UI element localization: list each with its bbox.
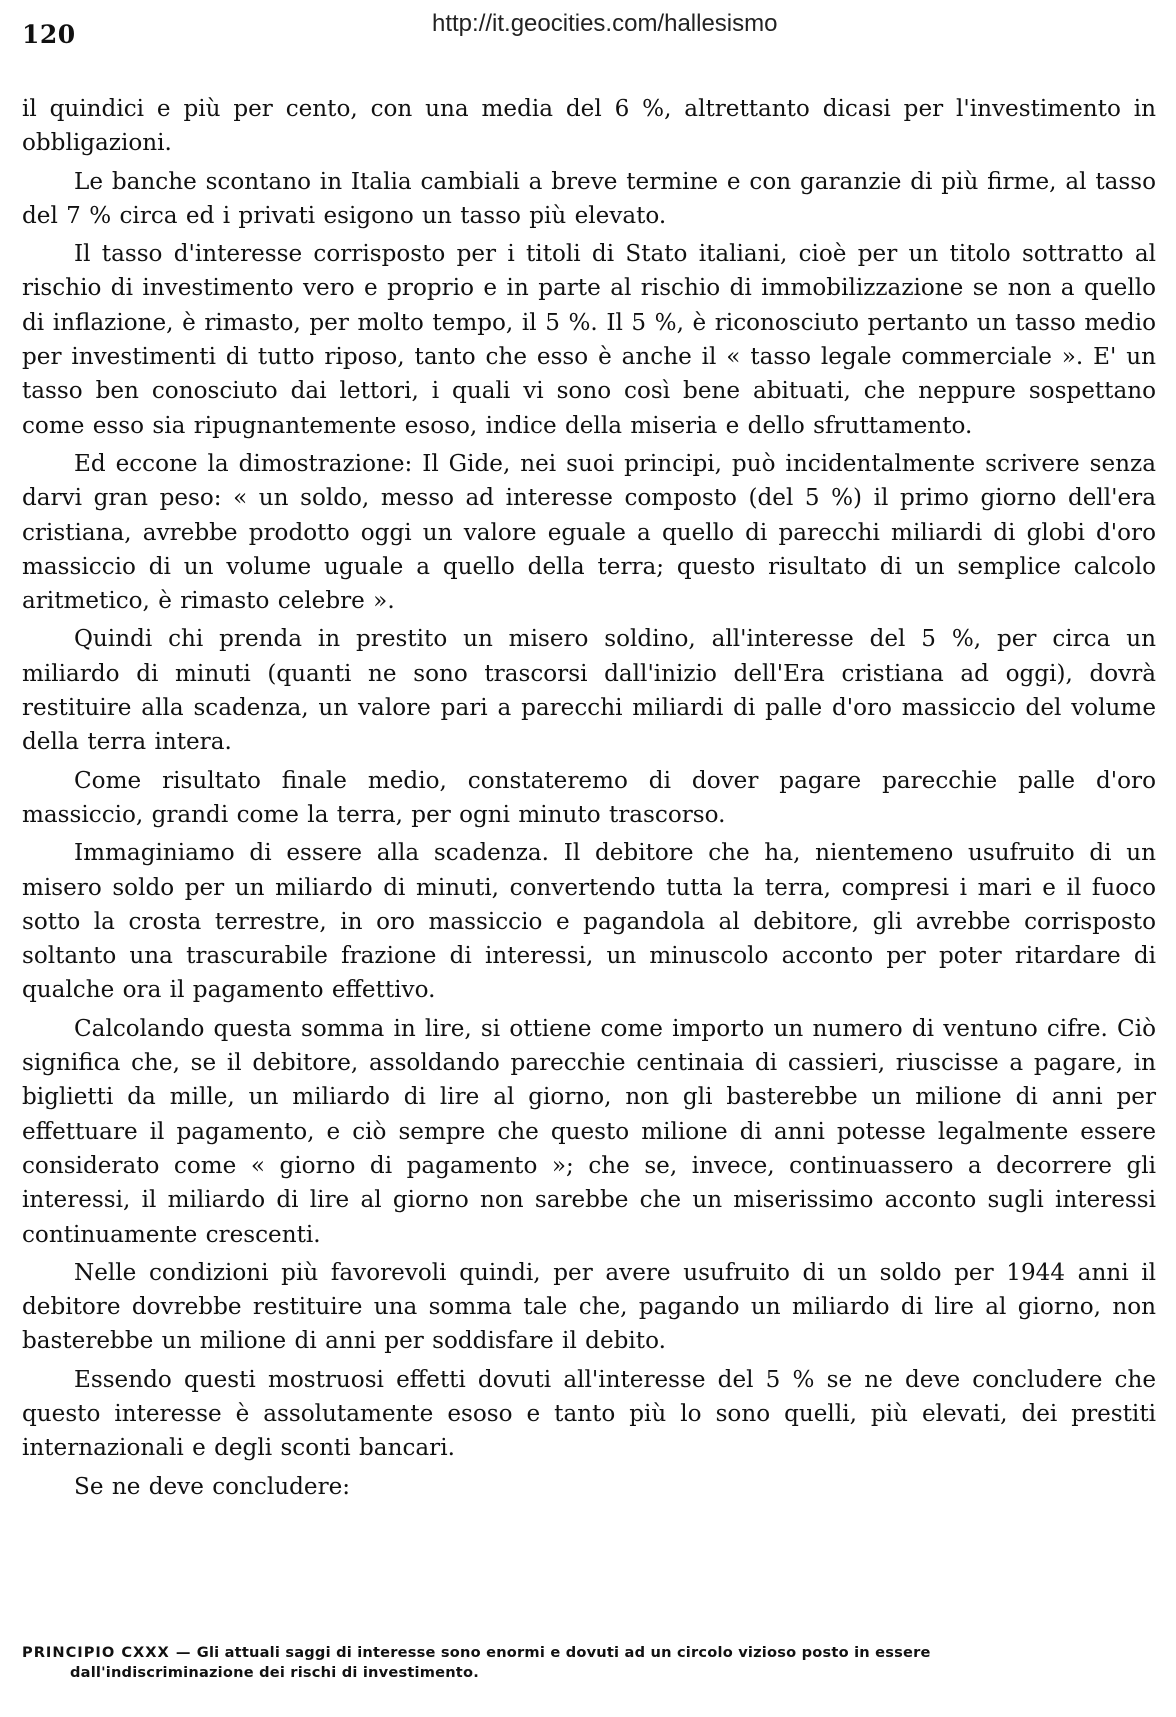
paragraph-3: Il tasso d'interesse corrisposto per i titoli di Stato italiani, cioè per un titolo sottratto al rischio di investimento vero e proprio e in parte al rischio di immobilizzazione se non a quello di inflazione, è rimasto, per molto tempo, il 5 %. Il 5 %, è riconosciuto pertanto un tasso medio per investimenti di tutto riposo, tanto che esso è anche il « tasso legale commerciale ». E' un tasso ben conosciuto dai lettori, i quali vi sono così bene abituati, che neppure sospettano come esso sia ripugnantemente esoso, indice della miseria e dello sfruttamento. — [22, 241, 1156, 439]
paragraph-11: Se ne deve concludere: — [74, 1473, 351, 1500]
paragraph-8: Calcolando questa somma in lire, si ottiene come importo un numero di ventuno cifre. Ciò significa che, se il debitore, assoldando parecchie centinaia di cassieri, riuscisse a pagare, in biglietti da mille, un miliardo di lire al giorno, non gli basterebbe un milione di anni per effettuare il pagamento, e ciò sempre che questo milione di anni potesse legalmente essere considerato come « giorno di pagamento »; che se, invece, continuassero a decorrere gli interessi, il miliardo di lire al giorno non sarebbe che un miserissimo acconto sugli interessi continuamente crescenti. — [22, 1015, 1156, 1248]
page-number: 120 — [22, 20, 76, 49]
paragraph-5: Quindi chi prenda in prestito un misero soldino, all'interesse del 5 %, per circa un miliardo di minuti (quanti ne sono trascorsi dall'inizio dell'Era cristiana ad oggi), dovrà restituire alla scadenza, un valore pari a parecchi miliardi di palle d'oro massiccio del volume della terra intera. — [22, 626, 1156, 756]
principle-statement — [22, 1643, 1156, 1683]
source-url: http://it.geocities.com/hallesismo — [432, 10, 778, 37]
paragraph-6: Come risultato finale medio, constateremo di dover pagare parecchie palle d'oro massiccio, grandi come la terra, per ogni minuto trascorso. — [22, 767, 1156, 828]
paragraph-7: Immaginiamo di essere alla scadenza. Il debitore che ha, nientemeno usufruito di un misero soldo per un miliardo di minuti, convertendo tutta la terra, compresi i mari e il fuoco sotto la crosta terrestre, in oro massiccio e pagandola al debitore, gli avrebbe corrisposto soltanto una trascurabile frazione di interessi, un minuscolo acconto per poter ritardare di qualche ora il pagamento effettivo. — [22, 840, 1156, 1004]
paragraph-4: Ed eccone la dimostrazione: Il Gide, nei suoi principi, può incidentalmente scrivere senza darvi gran peso: « un soldo, messo ad interesse composto (del 5 %) il primo giorno dell'era cristiana, avrebbe prodotto oggi un valore eguale a quello di parecchi miliardi di globi d'oro massiccio di un volume uguale a quello della terra; questo risultato di un semplice calcolo aritmetico, è rimasto celebre ». — [22, 450, 1156, 615]
paragraph-2: Le banche scontano in Italia cambiali a breve termine e con garanzie di più firme, al tasso del 7 % circa ed i privati esigono un tasso più elevato. — [22, 168, 1156, 229]
paragraph-1: il quindici e più per cento, con una media del 6 %, altrettanto dicasi per l'investimento in obbligazioni. — [22, 96, 1156, 157]
principle-text-line1: Gli attuali saggi di interesse sono enormi e dovuti ad un circolo vizioso posto in essere — [196, 1644, 931, 1661]
principle-text-line2: dall'indiscriminazione dei rischi di investimento. — [70, 1664, 479, 1681]
body-text — [22, 92, 1156, 1508]
paragraph-10: Essendo questi mostruosi effetti dovuti all'interesse del 5 % se ne deve concludere che questo interesse è assolutamente esoso e tanto più lo sono quelli, più elevati, dei prestiti internazionali e degli sconti bancari. — [22, 1366, 1156, 1462]
paragraph-9: Nelle condizioni più favorevoli quindi, per avere usufruito di un soldo per 1944 anni il debitore dovrebbe restituire una somma tale che, pagando un miliardo di lire al giorno, non basterebbe un milione di anni per soddisfare il debito. — [22, 1259, 1156, 1355]
principle-label: PRINCIPIO CXXX — — [22, 1644, 192, 1661]
